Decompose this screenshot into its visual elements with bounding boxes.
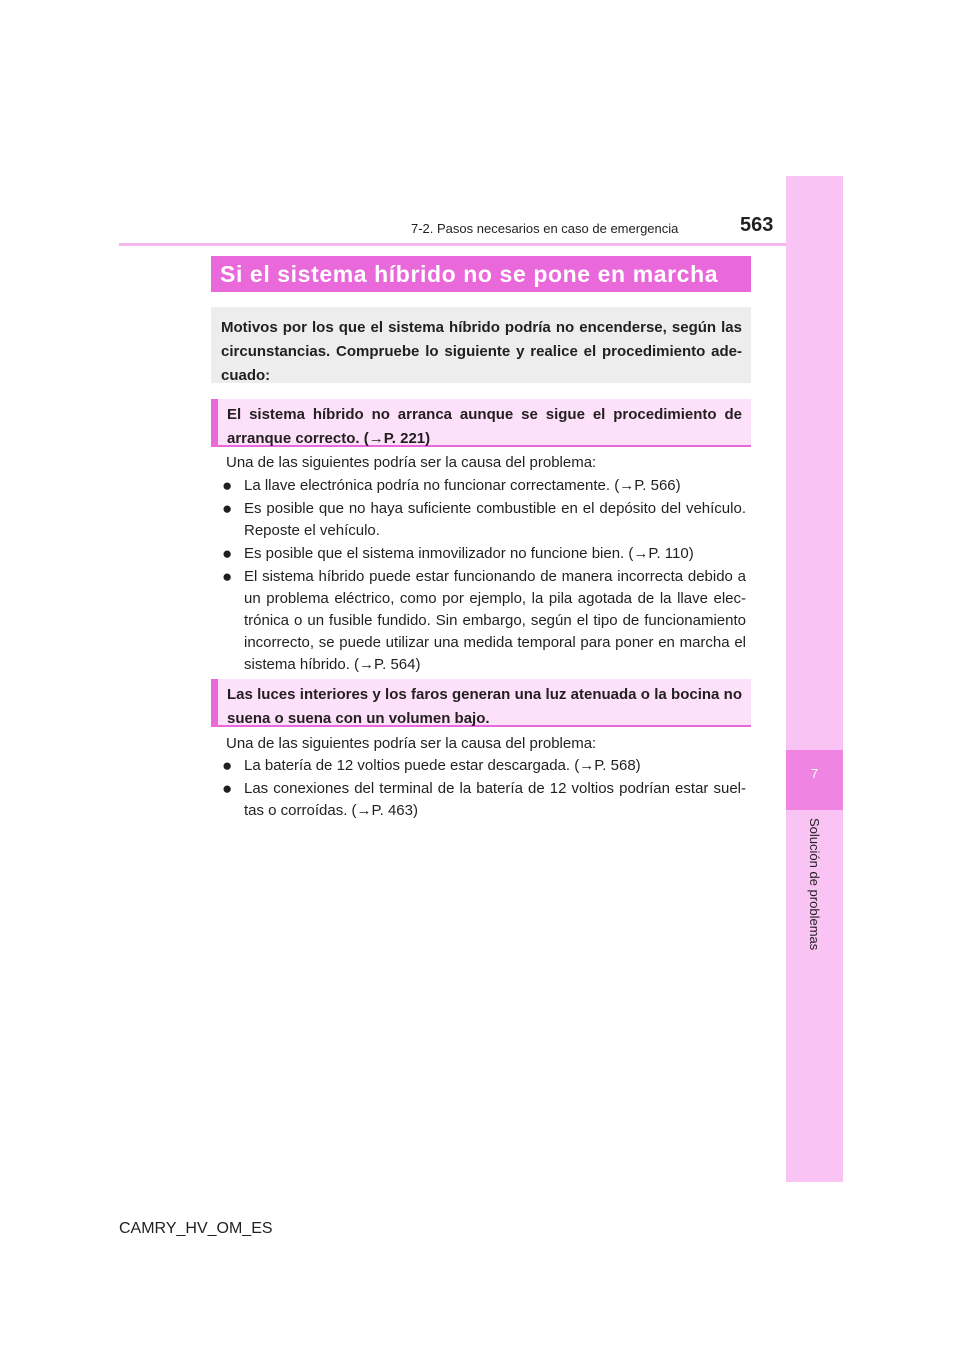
bullet-icon: ● [222, 756, 233, 775]
section-heading-1: El sistema híbrido no arranca aunque se sigue el procedimiento de arranque correcto. (→P. 221) [211, 399, 751, 447]
section-header: 7-2. Pasos necesarios en caso de emergencia [411, 221, 679, 236]
list-item [222, 475, 746, 497]
chapter-title-vertical: Solución de problemas [807, 818, 822, 951]
header-rule [119, 243, 786, 246]
list-item-text: Es posible que el sistema inmovilizador no funcione bien. (→P. 110) [244, 545, 694, 562]
list-item-text: Las conexiones del terminal de la batería de 12 voltios podrían estar suel-tas o corroídas. (→P. 463) [244, 780, 746, 819]
section-lead-1: Una de las siguientes podría ser la causa del problema: [226, 454, 597, 471]
list-item-text: El sistema híbrido puede estar funcionando de manera incorrecta debido a un problema eléctrico, como por ejemplo, la pila agotada de la llave elec-trónica o un fusible fundido. Sin embargo, según el tipo de funcionamiento incorrecto, se puede utilizar una medida temporal para poner en marcha el sistema híbrido. (→P. 564) [244, 568, 746, 673]
list-item-text: La batería de 12 voltios puede estar descargada. (→P. 568) [244, 757, 641, 774]
list-item [222, 778, 746, 822]
list-item [222, 498, 746, 542]
page-number: 563 [740, 214, 774, 236]
bullet-icon: ● [222, 779, 233, 798]
bullet-icon: ● [222, 544, 233, 563]
page-title: Si el sistema híbrido no se pone en marcha [211, 256, 751, 292]
list-item-text: La llave electrónica podría no funcionar correctamente. (→P. 566) [244, 477, 681, 494]
intro-box: Motivos por los que el sistema híbrido podría no encenderse, según las circunstancias. Compruebe lo siguiente y realice el procedimiento ade-cuado: [211, 307, 751, 383]
bullet-icon: ● [222, 476, 233, 495]
list-item [222, 566, 746, 676]
section-heading-2: Las luces interiores y los faros generan una luz atenuada o la bocina no suena o suena con un volumen bajo. [211, 679, 751, 727]
bullet-icon: ● [222, 499, 233, 518]
chapter-number: 7 [810, 766, 819, 781]
bullet-icon: ● [222, 567, 233, 586]
list-item [222, 755, 746, 777]
list-item-text: Es posible que no haya suficiente combustible en el depósito del vehículo. Reposte el vehículo. [244, 500, 746, 539]
list-item [222, 543, 746, 565]
section-lead-2: Una de las siguientes podría ser la causa del problema: [226, 735, 597, 752]
footer-doc-code: CAMRY_HV_OM_ES [119, 1220, 273, 1237]
side-tab [786, 176, 843, 1182]
